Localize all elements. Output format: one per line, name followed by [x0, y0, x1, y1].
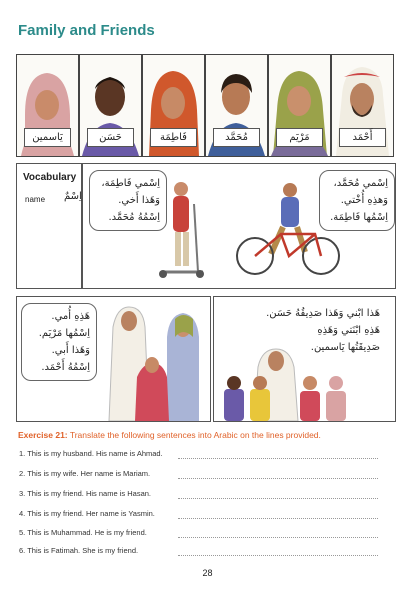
portrait-name: مُحَمَّد — [213, 128, 260, 147]
exercise-item: 6. This is Fatimah. She is my friend. — [19, 546, 139, 555]
page-title: Family and Friends — [18, 22, 155, 39]
bubble-line: اِسْمي مُحَمَّد، — [333, 178, 388, 189]
portrait-muhammad — [205, 54, 268, 157]
bubble-line: اِسْمُها مَرْيَم. — [38, 328, 90, 339]
bubble-line: هَذِهِ ابْنَتي وَهَذِهِ — [317, 325, 380, 336]
portrait-ahmad — [331, 54, 394, 157]
bubble-line: صَدِيقَتُها يَاسمين. — [310, 342, 380, 353]
answer-line[interactable] — [178, 537, 378, 538]
speech-bubble-muhammad — [319, 170, 395, 231]
exercise-label: Exercise 21: — [18, 430, 68, 440]
portrait-mariam — [268, 54, 331, 157]
answer-line[interactable] — [178, 518, 378, 519]
answer-line[interactable] — [178, 478, 378, 479]
bubble-line: اِسْمُها فَاطِمَة. — [330, 212, 388, 223]
exercise-item: 4. This is my friend. Her name is Yasmin. — [19, 509, 155, 518]
bubble-line: وَهذِهِ أُخْتي. — [340, 195, 388, 206]
page-number: 28 — [202, 568, 213, 578]
exercise-header — [18, 430, 321, 440]
portrait-hasan — [79, 54, 142, 157]
scene-siblings — [82, 163, 396, 289]
exercise-instruction: Translate the following sentences into Arabic on the lines provided. — [69, 430, 321, 440]
answer-line[interactable] — [178, 555, 378, 556]
exercise-item: 1. This is my husband. His name is Ahmad. — [19, 449, 163, 458]
exercise-item: 5. This is Muhammad. He is my friend. — [19, 528, 147, 537]
scene-children — [213, 296, 396, 422]
bubble-line: اِسْمي فَاطِمَة، — [101, 178, 160, 189]
scene-family — [16, 296, 211, 422]
speech-bubble-fatimah-family — [21, 303, 97, 381]
answer-line[interactable] — [178, 458, 378, 459]
caption-father — [222, 301, 386, 360]
speech-bubble-fatimah — [89, 170, 167, 231]
exercise-item: 3. This is my friend. His name is Hasan. — [19, 489, 151, 498]
vocabulary-arabic: اِسْمٌ — [64, 191, 82, 202]
bubble-line: هَذا ابْني وَهَذا صَدِيقُهُ حَسَن. — [266, 308, 380, 319]
exercise-item: 2. This is my wife. Her name is Mariam. — [19, 469, 151, 478]
bubble-line: اِسْمُهُ أَحْمَد. — [41, 362, 90, 373]
bubble-line: اِسْمُهُ مُحَمَّد. — [108, 212, 160, 223]
portrait-name: أَحْمَد — [339, 128, 386, 147]
portrait-name: يَاسمين — [24, 128, 71, 147]
portrait-yasmin — [16, 54, 79, 157]
bubble-line: وَهَذا أَخي. — [118, 195, 160, 206]
bubble-line: وَهَذا أَبي. — [51, 345, 90, 356]
bubble-line: هَذِهِ أُمي. — [51, 311, 90, 322]
portrait-name: فَاطِمَة — [150, 128, 197, 147]
answer-line[interactable] — [178, 498, 378, 499]
portrait-name: حَسَن — [87, 128, 134, 147]
portrait-fatimah — [142, 54, 205, 157]
vocabulary-english: name — [25, 195, 46, 204]
vocabulary-title: Vocabulary — [23, 172, 77, 183]
portrait-name: مَرْيَم — [276, 128, 323, 147]
